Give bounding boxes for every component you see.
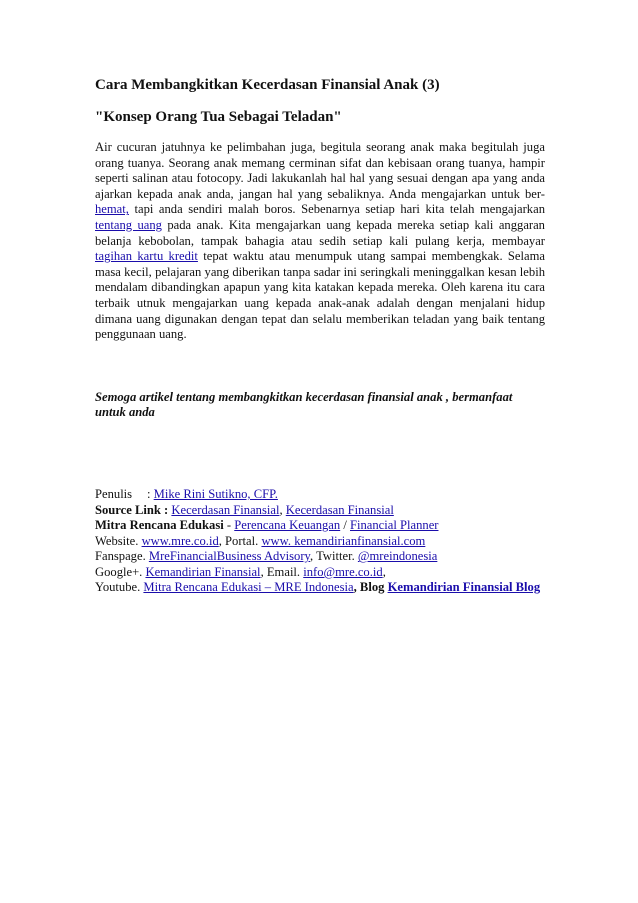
mitra-label: Mitra Rencana Edukasi (95, 518, 224, 533)
credit-google-line (95, 565, 545, 581)
portal-link[interactable]: www. kemandirianfinansial.com (261, 533, 426, 548)
website-link[interactable]: www.mre.co.id (141, 533, 219, 548)
mitra-slash: / (340, 518, 350, 533)
article-subtitle: "Konsep Orang Tua Sebagai Teladan" (95, 109, 342, 125)
paragraph-text: Air cucuran jatuhnya ke pelimbahan juga, begitula seorang anak maka begitulah juga orang tuanya. Seorang anak memang cerminan sifat dan kebisaan orang tuanya, hampir seperti salinan atau fotocopy. Jadi lakukanlah hal hal yang sesuai dengan apa yang anda ajarkan kepada anak anda, jangan hal yang sebaliknya. Anda mengajarkan untuk ber- (95, 140, 545, 201)
credit-website-line (95, 534, 545, 550)
author-separator: : (147, 486, 154, 501)
fanspage-link[interactable]: MreFinancialBusiness Advisory (148, 549, 311, 564)
credit-source-line (95, 503, 545, 519)
mitra-dash: - (223, 518, 235, 533)
email-end: , (382, 564, 386, 579)
google-link[interactable]: Kemandirian Finansial (145, 564, 261, 579)
blog-label: , Blog (353, 580, 388, 595)
source-separator: , (279, 502, 286, 517)
website-label: Website. (95, 533, 142, 548)
mitra-link-planner[interactable]: Financial Planner (350, 518, 439, 533)
source-link-2[interactable]: Kecerdasan Finansial (285, 502, 394, 517)
credit-fanspage-line (95, 549, 545, 565)
article-title: Cara Membangkitkan Kecerdasan Finansial Anak (3) (95, 77, 440, 93)
email-label: , Email. (260, 564, 304, 579)
link-hemat[interactable]: hemat, (95, 202, 129, 217)
credit-author-line (95, 487, 545, 503)
credits-block (95, 487, 545, 596)
closing-remark: Semoga artikel tentang membangkitkan kecerdasan finansial anak , bermanfaat untuk anda (95, 389, 513, 420)
paragraph-text: pada anak. Kita mengajarkan uang kepada mereka setiap kali anggaran belanja kebobolan, tampak bahagia atau sedih setiap kali pulang kerja, membayar (95, 217, 545, 248)
paragraph-text: tepat waktu atau menumpuk utang sampai membengkak. Selama masa kecil, pelajaran yang diberikan tanpa sadar ini seringkali meninggalkan kesan lebih mendalam dibandingkan apapun yang kita katakan kepada mereka. Oleh karena itu cara terbaik utnuk mengajarkan uang kepada anak-anak adalah dengan menjalani hidup dimana uang digunakan dengan tepat dan selalu memberikan teladan yang baik tentang penggunaan uang. (95, 249, 545, 342)
youtube-label: Youtube. (95, 580, 144, 595)
paragraph-text: tapi anda sendiri malah boros. Sebenarnya setiap hari kita telah mengajarkan (128, 202, 545, 217)
credit-youtube-line (95, 580, 545, 596)
source-link-1[interactable]: Kecerdasan Finansial (171, 502, 280, 517)
link-tentang-uang[interactable]: tentang uang (95, 217, 162, 232)
fanspage-label: Fanspage. (95, 549, 149, 564)
document-page (95, 76, 545, 596)
email-link[interactable]: info@mre.co.id (303, 564, 383, 579)
portal-label: , Portal. (218, 533, 262, 548)
link-tagihan-kartu-kredit[interactable]: tagihan kartu kredit (95, 249, 198, 264)
author-link[interactable]: Mike Rini Sutikno, CFP. (153, 486, 278, 501)
mitra-link-perencana[interactable]: Perencana Keuangan (234, 518, 341, 533)
twitter-link[interactable]: @mreindonesia (357, 549, 438, 564)
blog-link[interactable]: Kemandirian Finansial Blog (387, 580, 541, 595)
google-label: Google+. (95, 564, 146, 579)
article-paragraph (95, 140, 545, 343)
twitter-label: , Twitter. (310, 549, 358, 564)
youtube-link[interactable]: Mitra Rencana Edukasi – MRE Indonesia (143, 580, 354, 595)
author-label: Penulis (95, 486, 133, 501)
source-label: Source Link : (95, 502, 172, 517)
credit-mitra-line (95, 518, 545, 534)
